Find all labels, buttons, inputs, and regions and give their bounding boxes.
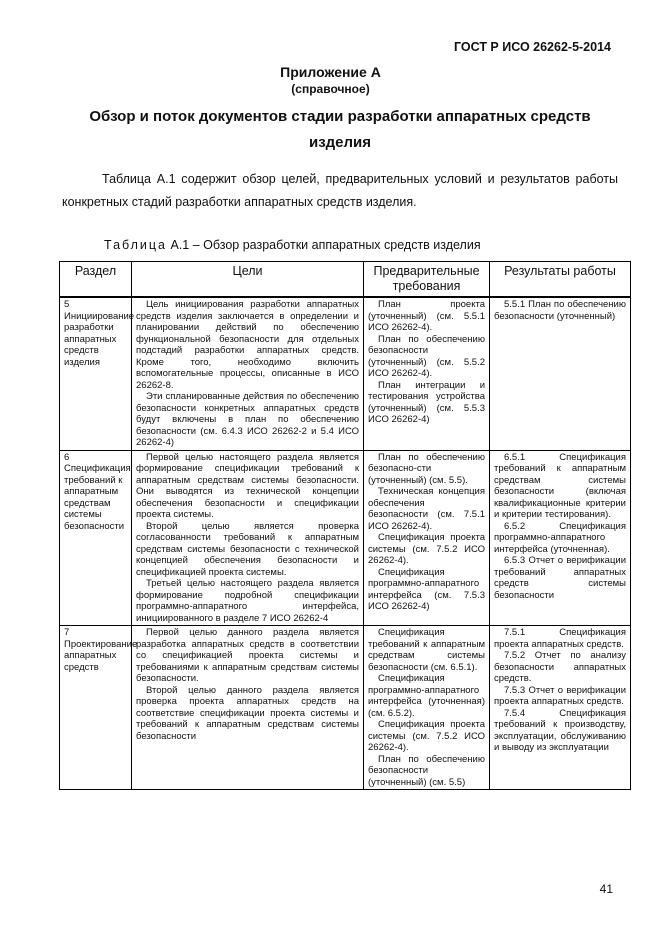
table-row [60,626,631,790]
goal-paragraph: Второй целью является проверка согласованности требований к аппаратным средствам системы безопасности с технической концепцией обеспечения безопасности и спецификацией проекта системы. [136,520,359,578]
prereq-paragraph: План проекта (уточненный) (см. 5.5.1 ИСО 26262-4). [368,299,485,333]
result-paragraph: 6.5.1 Спецификация требований к аппаратным средствам системы безопасности (включая квалификационные критерии и критерии тестирования). [494,451,626,520]
table-caption-text: А.1 – Обзор разработки аппаратных средств изделия [170,238,481,252]
section-text: 7 Проектирование аппаратных средств [64,627,138,673]
appendix-title: Приложение А [280,64,381,80]
prereq-paragraph: План по обеспечению безопасности (уточненный) (см. 5.5.2 ИСО 26262-4). [368,333,485,379]
intro-paragraph: Таблица А.1 содержит обзор целей, предварительных условий и результатов работы конкретных стадий разработки аппаратных средств изделия. [62,172,618,209]
prereq-paragraph: План интеграции и тестирования устройства (уточненный) (см. 5.5.3 ИСО 26262-4) [368,379,485,425]
result-paragraph: 7.5.3 Отчет о верификации проекта аппаратных средств. [494,684,626,707]
goals-cell [132,297,364,450]
goal-paragraph: Эти спланированные действия по обеспечению безопасности конкретных аппаратных средств будут включены в план по обеспечению безопасности (см. 6.4.3 ИСО 26262-2 и 5.4 ИСО 26262-4) [136,391,359,448]
section-cell [60,626,138,790]
prereq-paragraph: Спецификация требований к аппаратным средствам системы безопасности (см. 6.5.1). [368,627,485,673]
result-paragraph: 7.5.1 Спецификация проекта аппаратных средств. [494,627,626,650]
table-row [60,297,631,450]
prereq-paragraph: План по обеспечению безопасно-сти (уточненный) (см. 5.5). [368,451,485,486]
section-text: 6 Спецификация требований к аппаратным средствам системы безопасности [64,451,131,532]
results-cell [490,297,631,450]
table-caption [104,238,481,252]
results-cell [490,450,631,626]
column-header: Раздел [60,262,132,298]
goal-paragraph: Третьей целью настоящего раздела является формирование подробной спецификации программно-аппаратного интерфейса, инициированного в разделе 7 ИСО 26262-4 [136,578,359,624]
prereq-paragraph: Спецификация проекта системы (см. 7.5.2 ИСО 26262-4). [368,719,485,753]
overview-table [59,261,631,790]
result-paragraph: 7.5.2 Отчет по анализу безопасности аппаратных средств. [494,650,626,684]
prereq-paragraph: План по обеспечению безопасности (уточненный) (см. 5.5) [368,753,485,788]
prereq-cell [364,450,490,626]
result-paragraph: 5.5.1 План по обеспечению безопасности (уточненный) [494,299,626,322]
result-paragraph: 6.5.2 Спецификация программно-аппаратного интерфейса (уточненная). [494,520,626,555]
prereq-paragraph: Спецификация проекта системы (см. 7.5.2 ИСО 26262-4). [368,532,485,566]
table-caption-label: Таблица [104,238,168,252]
goals-cell [132,450,364,626]
column-header: Результаты работы [490,262,631,298]
section-text: 5 Инициирование разработки аппаратных средств изделия [64,299,135,368]
appendix-heading: Обзор и поток документов стадии разработки аппаратных средств изделия [89,108,591,151]
table-row [60,450,631,626]
goal-paragraph: Цель инициирования разработки аппаратных средств изделия заключается в определении и планировании действий по обеспечению функциональной безопасности для отдельных подстадий разработки аппаратных средств. Кроме того, необходимо включить вспомогательные процессы, описанные в ИСО 26262-8. [136,299,359,391]
prereq-cell [364,626,490,790]
prereq-paragraph: Спецификация программно-аппаратного интерфейса (см. 7.5.3 ИСО 26262-4) [368,566,485,612]
page-number: 41 [599,882,613,896]
column-header: Цели [132,262,364,298]
section-cell [60,297,135,450]
goals-cell [132,626,364,790]
standard-designation: ГОСТ Р ИСО 26262-5-2014 [453,40,611,54]
goal-paragraph: Первой целью настоящего раздела является формирование спецификации требований к аппаратным средствам системы безопасности. Они выводятся из технической концепции обеспечения безопасности и спецификации проекта системы. [136,451,359,520]
prereq-paragraph: Спецификация программно-аппаратного интерфейса (уточненная) (см. 6.5.2). [368,673,485,719]
column-header: Предварительные требования [364,262,490,298]
goal-paragraph: Первой целью данного раздела является разработка аппаратных средств в соответствии со спецификацией проекта системы и требованиями к аппаратным средствам системы безопасности. [136,627,359,684]
goal-paragraph: Второй целью данного раздела является проверка проекта аппаратных средств на соответствие спецификации проекта системы и требований к аппаратным средствам системы безопасности [136,684,359,742]
result-paragraph: 7.5.4 Спецификация требований к производству, эксплуатации, обслуживанию и выводу из эксплуатации [494,707,626,753]
table-header-row [60,262,631,298]
prereq-cell [364,297,490,450]
section-cell [60,450,132,626]
result-paragraph: 6.5.3 Отчет о верификации требований аппаратных средств системы безопасности [494,555,626,601]
results-cell [490,626,631,790]
appendix-subtitle: (справочное) [291,82,370,96]
prereq-paragraph: Техническая концепция обеспечения безопасности (см. 7.5.1 ИСО 26262-4). [368,486,485,532]
